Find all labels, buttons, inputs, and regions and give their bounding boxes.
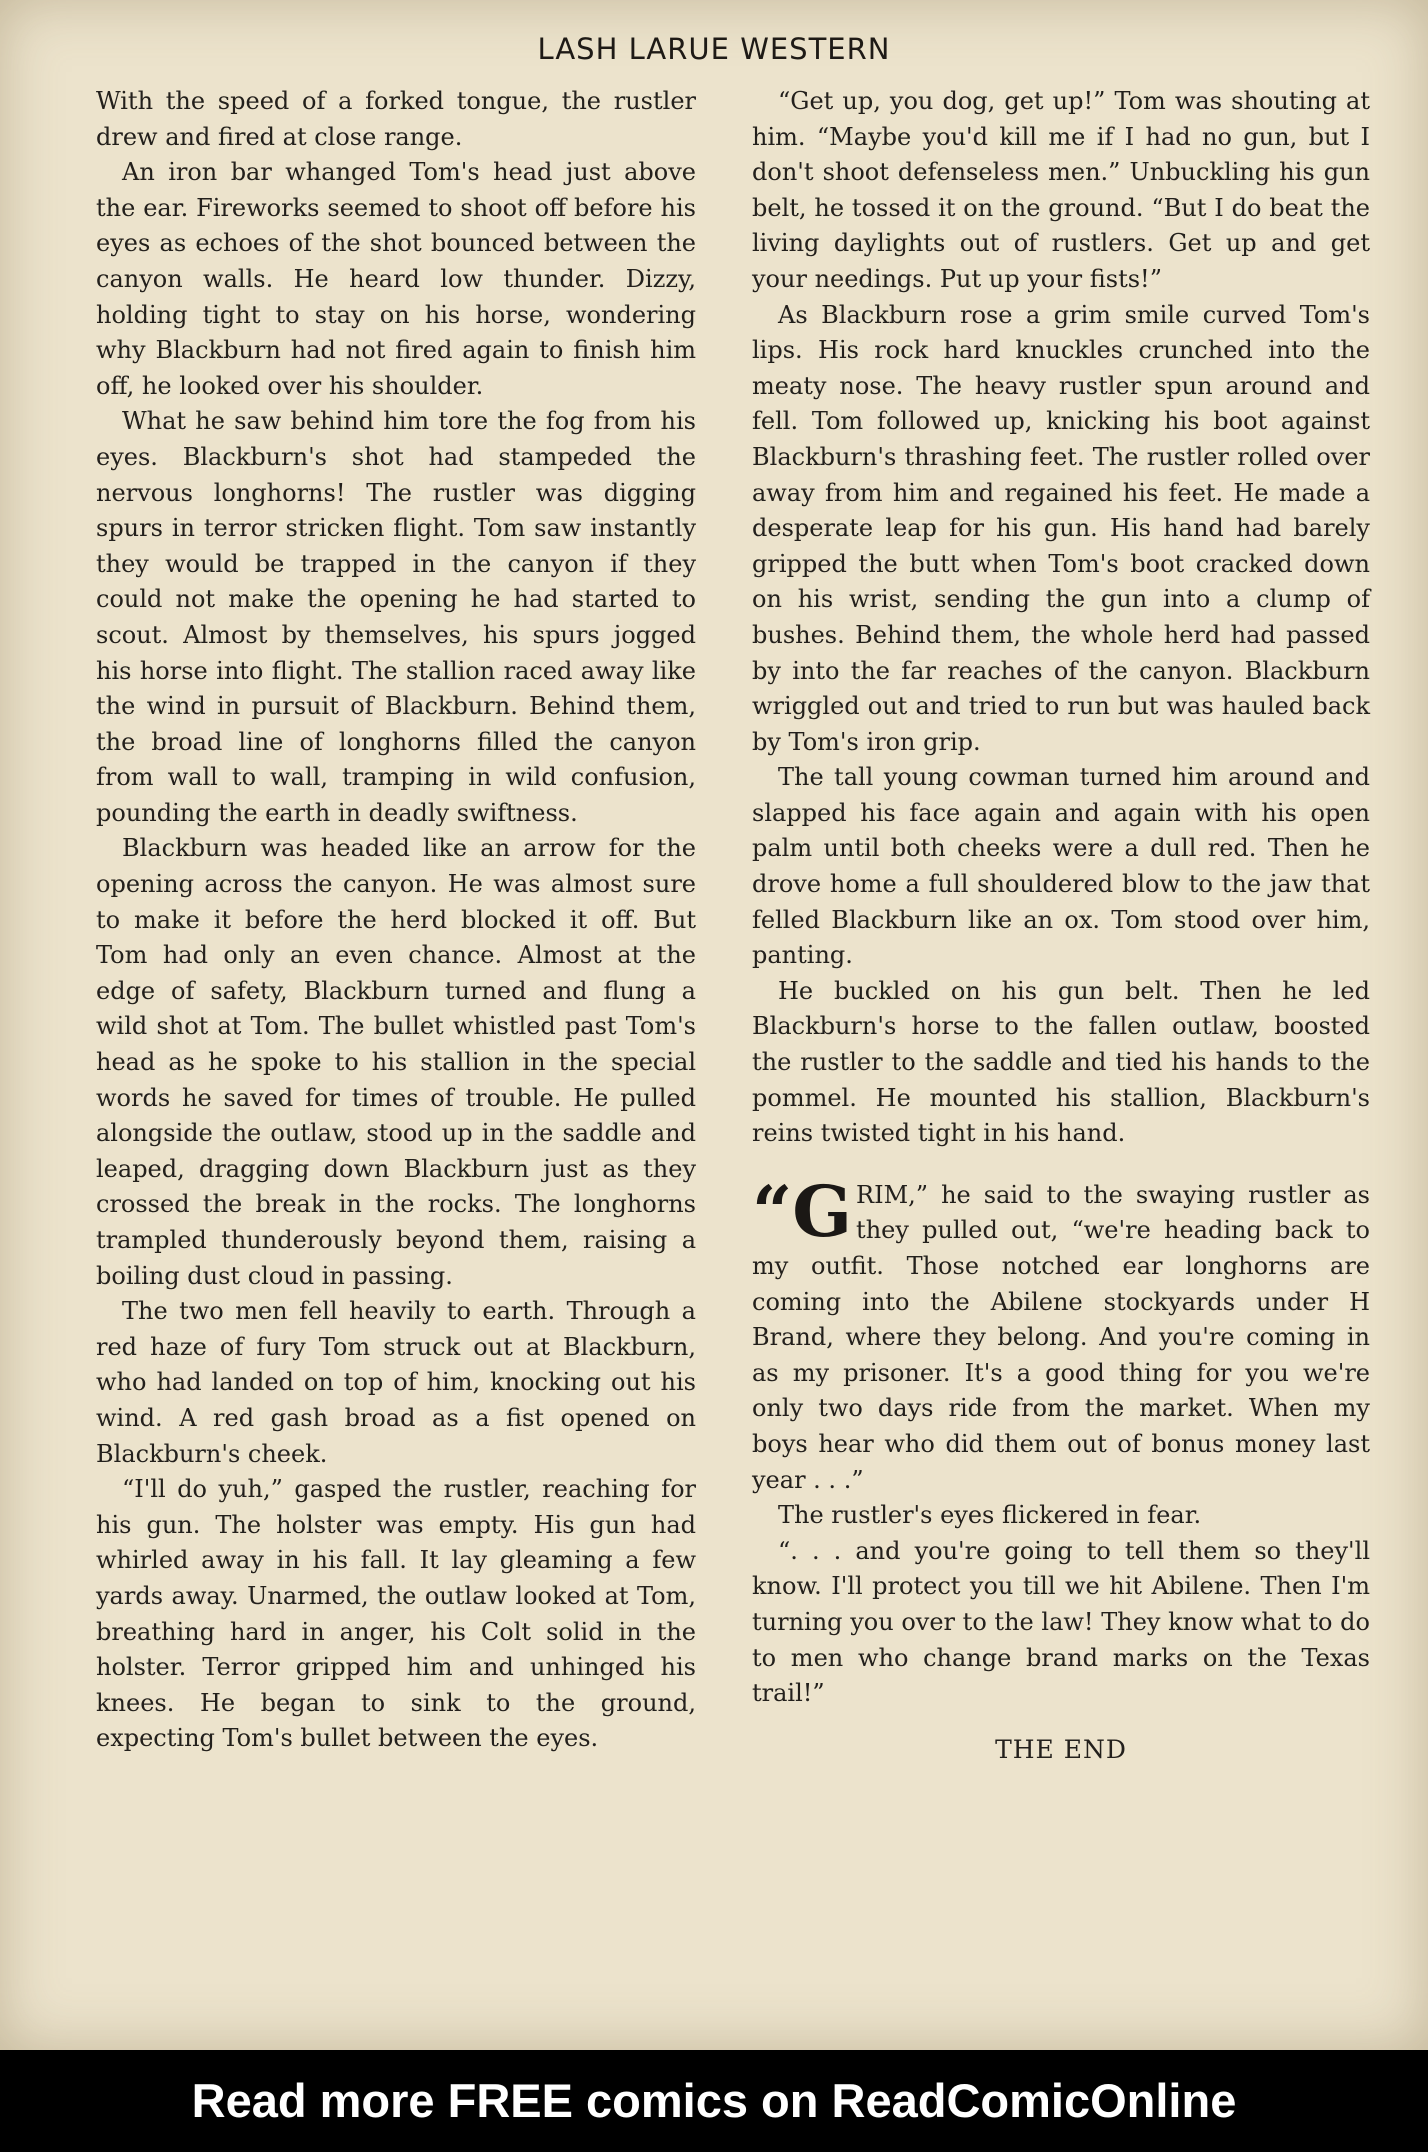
paragraph: He buckled on his gun belt. Then he led Blackburn's horse to the fallen outlaw, boosted the rustler to the saddle and tied his hands to the pommel. He mounted his stallion, Blackburn's reins twisted tight in his hand. xyxy=(752,976,1370,1148)
right-column xyxy=(752,84,1370,1767)
paragraph: What he saw behind him tore the fog from his eyes. Blackburn's shot had stampeded the nervous longhorns! The rustler was digging spurs in terror stricken flight. Tom saw instantly they would be trapped in the canyon if they could not make the opening he had started to scout. Almost by themselves, his spurs jogged his horse into flight. The stallion raced away like the wind in pursuit of Blackburn. Behind them, the broad line of longhorns filled the canyon from wall to wall, tramping in wild confusion, pounding the earth in deadly swiftness. xyxy=(96,407,696,827)
paragraph-dropcap xyxy=(752,1169,1370,1498)
paragraph: With the speed of a forked tongue, the rustler drew and fired at close range. xyxy=(96,87,696,151)
paragraph: As Blackburn rose a grim smile curved Tom's lips. His rock hard knuckles crunched into the meaty nose. The heavy rustler spun around and fell. Tom followed up, knicking his boot against Blackburn's thrashing feet. The rustler rolled over away from him and regained his feet. He made a desperate leap for his gun. His hand had barely gripped the butt when Tom's boot cracked down on his wrist, sending the gun into a clump of bushes. Behind them, the whole herd had passed by into the far reaches of the canyon. Blackburn wriggled out and tried to run but was hauled back by Tom's iron grip. xyxy=(752,300,1370,756)
left-column xyxy=(96,84,696,1757)
footer-banner[interactable]: Read more FREE comics on ReadComicOnline xyxy=(0,2050,1428,2152)
paragraph: The two men fell heavily to earth. Through a red haze of fury Tom struck out at Blackburn, who had landed on top of him, knocking out his wind. A red gash broad as a fist opened on Blackburn's cheek. xyxy=(96,1297,696,1468)
paragraph: Blackburn was headed like an arrow for the opening across the canyon. He was almost sure to make it before the herd blocked it off. But Tom had only an even chance. Almost at the edge of safety, Blackburn turned and flung a wild shot at Tom. The bullet whistled past Tom's head as he spoke to his stallion in the special words he saved for times of trouble. He pulled alongside the outlaw, stood up in the saddle and leaped, dragging down Blackburn just as they crossed the break in the rocks. The longhorns trampled thunderously beyond them, raising a boiling dust cloud in passing. xyxy=(96,834,696,1290)
page-header: LASH LARUE WESTERN xyxy=(537,32,891,66)
paragraph: The tall young cowman turned him around and slapped his face again and again with his open palm until both cheeks were a dull red. Then he drove home a full shouldered blow to the jaw that felled Blackburn like an ox. Tom stood over him, panting. xyxy=(752,763,1370,970)
paragraph: The rustler's eyes flickered in fear. xyxy=(778,1501,1202,1530)
paragraph: “I'll do yuh,” gasped the rustler, reaching for his gun. The holster was empty. His gun had whirled away in his fall. It lay gleaming a few yards away. Unarmed, the outlaw looked at Tom, breathing hard in anger, his Colt solid in the holster. Terror gripped him and unhinged his knees. He began to sink to the ground, expecting Tom's bullet between the eyes. xyxy=(96,1475,696,1753)
drop-cap: “G xyxy=(752,1169,853,1253)
paragraph-text: RIM,” he said to the swaying rustler as they pulled out, “we're heading back to my outfit. Those notched ear longhorns are coming into the Abilene stockyards under H Brand, where they belong. And you're coming in as my prisoner. It's a good thing for you we're only two days ride from the market. When my boys hear who did them out of bonus money last year . . .” xyxy=(752,1180,1370,1494)
paragraph: “Get up, you dog, get up!” Tom was shouting at him. “Maybe you'd kill me if I had no gun, but I don't shoot defenseless men.” Unbuckling his gun belt, he tossed it on the ground. “But I do beat the living daylights out of rustlers. Get up and get your needings. Put up your fists!” xyxy=(752,87,1370,293)
the-end-label: THE END xyxy=(995,1734,1127,1764)
paragraph: “. . . and you're going to tell them so they'll know. I'll protect you till we hit Abilene. Then I'm turning you over to the law! They know what to do to men who change brand marks on the Texas trail!” xyxy=(752,1536,1370,1708)
paragraph: An iron bar whanged Tom's head just above the ear. Fireworks seemed to shoot off before his eyes as echoes of the shot bounced between the canyon walls. He heard low thunder. Dizzy, holding tight to stay on his horse, wondering why Blackburn had not fired again to finish him off, he looked over his shoulder. xyxy=(96,158,696,400)
